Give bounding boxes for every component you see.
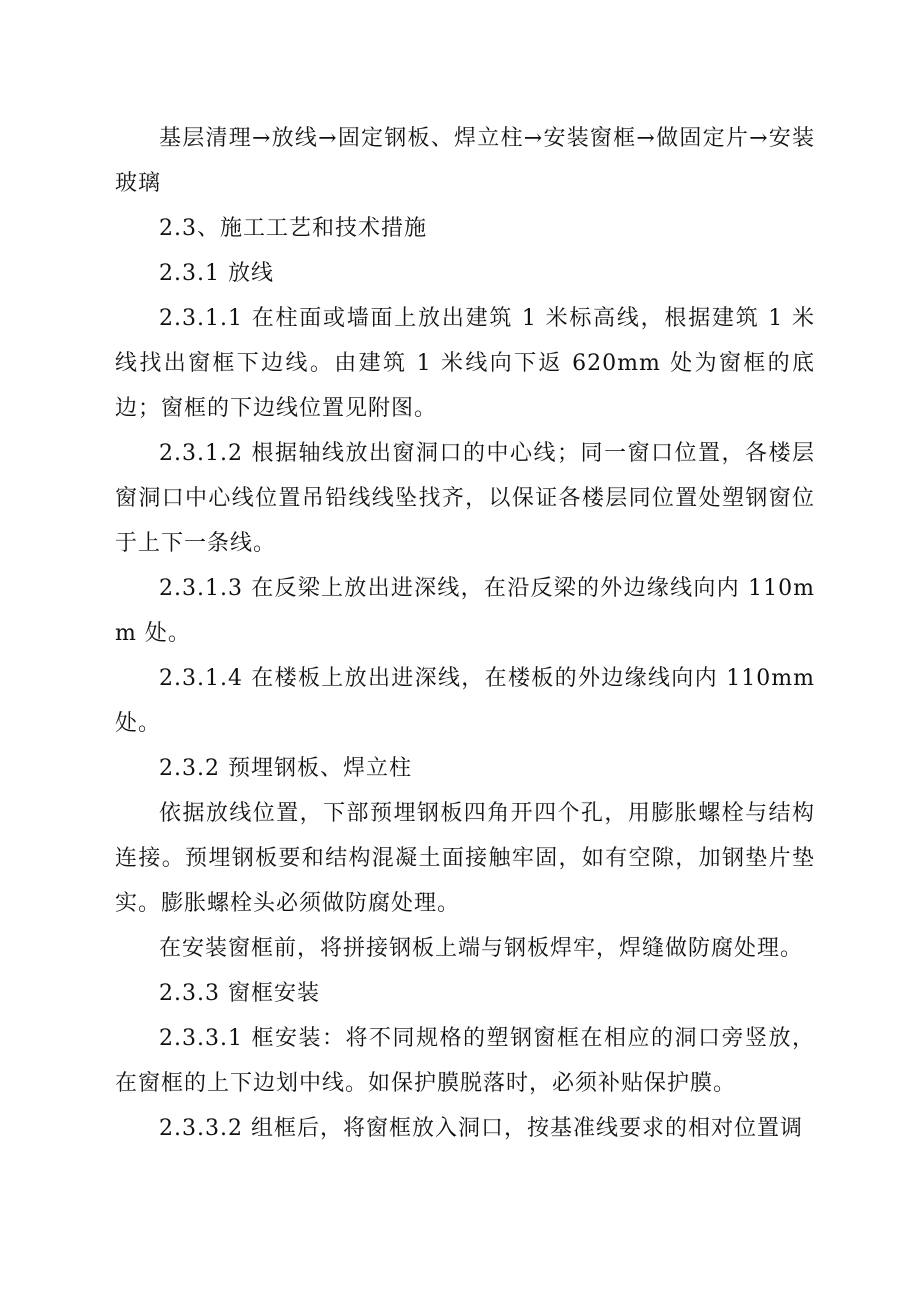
heading-2-3-3: 2.3.3 窗框安装 [159,981,320,1006]
paragraph-process-flow: 基层清理→放线→固定钢板、焊立柱→安装窗框→做固定片→安装玻璃 [115,126,815,196]
paragraph-2-3-3-2: 2.3.3.2 组框后，将窗框放入洞口，按基准线要求的相对位置调 [159,1116,803,1141]
paragraph-welding: 在安装窗框前，将拼接钢板上端与钢板焊牢，焊缝做防腐处理。 [159,936,804,961]
heading-2-3: 2.3、施工工艺和技术措施 [159,216,427,241]
paragraph-2-3-1-3: 2.3.1.3 在反梁上放出进深线，在沿反梁的外边缘线向内 110mm 处。 [115,576,815,646]
paragraph-2-3-3-1: 2.3.3.1 框安装：将不同规格的塑钢窗框在相应的洞口旁竖放，在窗框的上下边划中线。如保护膜脱落时，必须补贴保护膜。 [115,1026,815,1096]
paragraph-2-3-1-2: 2.3.1.2 根据轴线放出窗洞口的中心线；同一窗口位置，各楼层窗洞口中心线位置吊铅线线坠找齐，以保证各楼层同位置处塑钢窗位于上下一条线。 [115,441,815,556]
heading-2-3-2: 2.3.2 预埋钢板、焊立柱 [159,756,412,781]
paragraph-embedded-plate: 依据放线位置，下部预埋钢板四角开四个孔，用膨胀螺栓与结构连接。预埋钢板要和结构混凝土面接触牢固，如有空隙，加钢垫片垫实。膨胀螺栓头必须做防腐处理。 [115,801,815,916]
paragraph-2-3-1-4: 2.3.1.4 在楼板上放出进深线，在楼板的外边缘线向内 110mm 处。 [115,666,815,736]
paragraph-2-3-1-1: 2.3.1.1 在柱面或墙面上放出建筑 1 米标高线，根据建筑 1 米线找出窗框下边线。由建筑 1 米线向下返 620mm 处为窗框的底边；窗框的下边线位置见附图。 [115,306,815,421]
heading-2-3-1: 2.3.1 放线 [159,261,274,286]
document-body [115,116,815,1151]
